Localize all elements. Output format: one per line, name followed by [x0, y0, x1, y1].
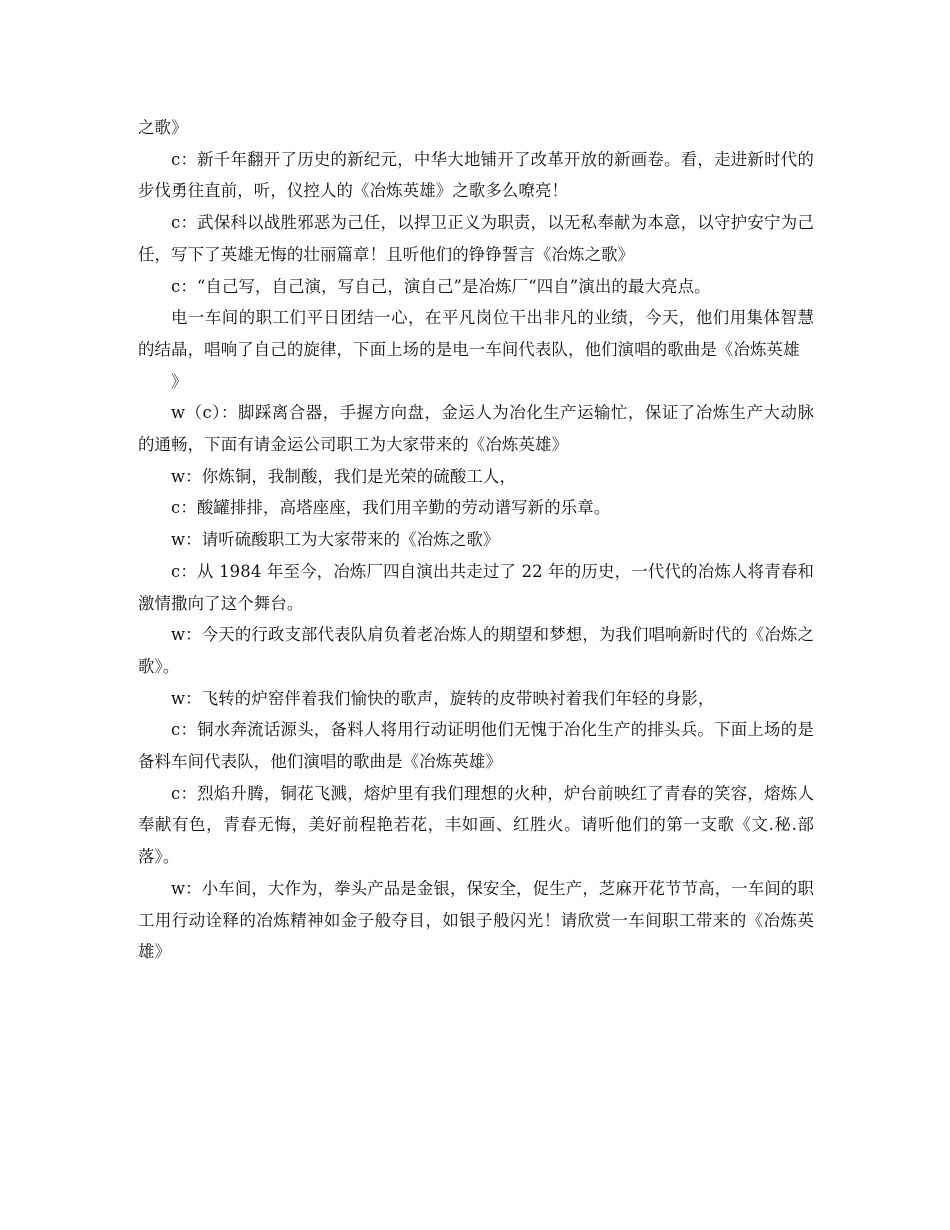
- paragraph: c：酸罐排排，高塔座座，我们用辛勤的劳动谱写新的乐章。: [171, 498, 611, 518]
- document-body: [138, 112, 814, 968]
- paragraph: w：今天的行政支部代表队肩负着老冶炼人的期望和梦想，为我们唱响新时代的《冶炼之歌》。: [138, 625, 814, 676]
- paragraph: w：你炼铜，我制酸，我们是光荣的硫酸工人，: [171, 466, 516, 486]
- paragraph: 电一车间的职工们平日团结一心，在平凡岗位干出非凡的业绩，今天，他们用集体智慧的结晶，唱响了自己的旋律，下面上场的是电一车间代表队，他们演唱的歌曲是《冶炼英雄: [138, 308, 814, 359]
- paragraph: w（c）：脚踩离合器，手握方向盘，金运人为冶化生产运输忙，保证了冶炼生产大动脉的通畅，下面有请金运公司职工为大家带来的《冶炼英雄》: [138, 403, 814, 455]
- paragraph: w：小车间，大作为，拳头产品是金银，保安全，促生产，芝麻开花节节高，一车间的职工用行动诠释的冶炼精神如金子般夺目，如银子般闪光！请欣赏一车间职工带来的《冶炼英雄》: [138, 878, 814, 962]
- paragraph: w：飞转的炉窑伴着我们愉快的歌声，旋转的皮带映衬着我们年轻的身影，: [171, 688, 715, 708]
- paragraph: c：铜水奔流话源头，备料人将用行动证明他们无愧于冶化生产的排头兵。下面上场的是备料车间代表队，他们演唱的歌曲是《冶炼英雄》: [138, 720, 814, 772]
- paragraph: 》: [171, 371, 188, 391]
- paragraph: c：新千年翻开了历史的新纪元，中华大地铺开了改革开放的新画卷。看，走进新时代的步伐勇往直前，听，仪控人的《冶炼英雄》之歌多么嘹亮！: [138, 149, 814, 201]
- paragraph: c：“自己写，自己演，写自己，演自己”是冶炼厂“四自”演出的最大亮点。: [171, 276, 711, 296]
- paragraph: c：从 1984 年至今，冶炼厂四自演出共走过了 22 年的历史，一代代的冶炼人将青春和激情撒向了这个舞台。: [138, 561, 814, 613]
- paragraph: c：武保科以战胜邪恶为己任，以捍卫正义为职责，以无私奉献为本意，以守护安宁为己任，写下了英雄无悔的壮丽篇章！且听他们的铮铮誓言《冶炼之歌》: [138, 213, 814, 264]
- paragraph: w：请听硫酸职工为大家带来的《冶炼之歌》: [171, 530, 500, 550]
- paragraph: c：烈焰升腾，铜花飞溅，熔炉里有我们理想的火种，炉台前映红了青春的笑容，熔炼人奉献有色，青春无悔，美好前程艳若花，丰如画、红胜火。请听他们的第一支歌《文.秘.部落》。: [138, 783, 814, 867]
- paragraph-continuation: 之歌》: [138, 118, 188, 137]
